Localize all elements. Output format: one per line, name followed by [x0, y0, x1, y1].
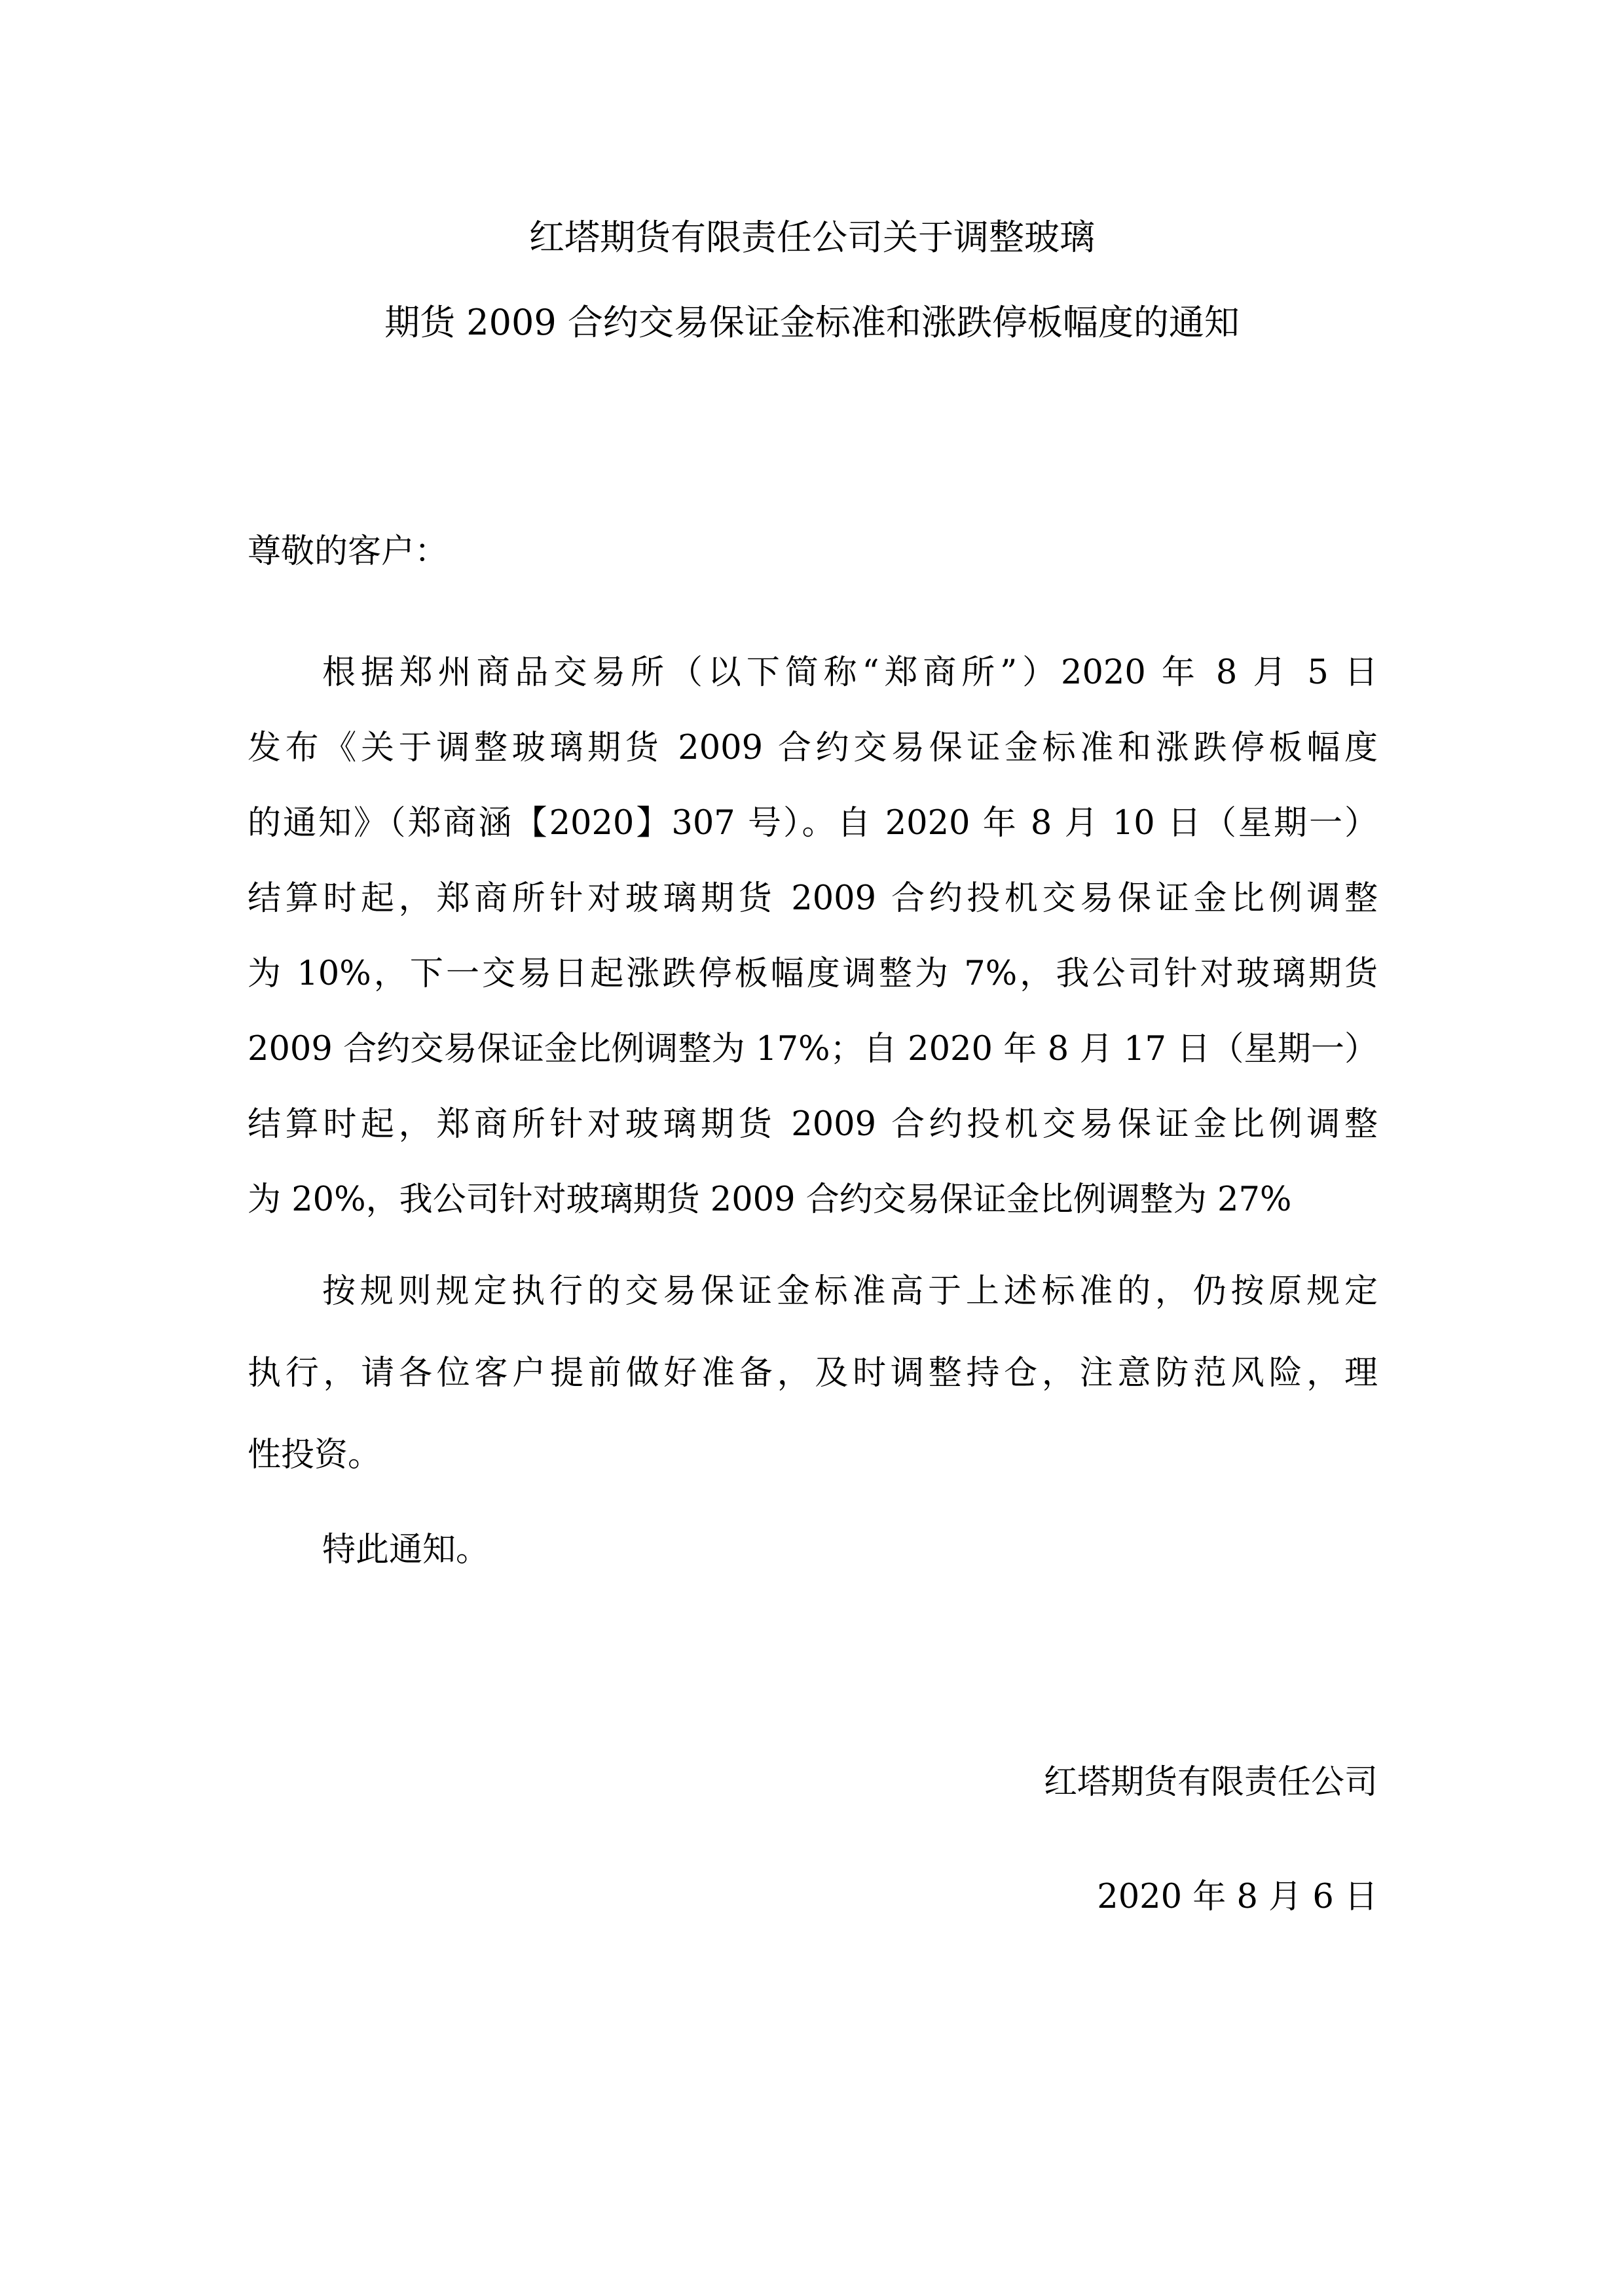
- paragraph1-line: 2009 合约交易保证金比例调整为 17%；自 2020 年 8 月 17 日（星期一）: [248, 1030, 1378, 1068]
- paragraph1-line: 为 20%，我公司针对玻璃期货 2009 合约交易保证金比例调整为 27%: [248, 1180, 1292, 1219]
- salutation: 尊敬的客户：: [248, 532, 449, 571]
- signature: 红塔期货有限责任公司: [1043, 1763, 1378, 1802]
- paragraph2-line: 执行，请各位客户提前做好准备，及时调整持仓，注意防范风险，理: [248, 1354, 1378, 1393]
- paragraph1-line: 为 10%，下一交易日起涨跌停板幅度调整为 7%，我公司针对玻璃期货: [248, 955, 1378, 993]
- paragraph2-line: 按规则规定执行的交易保证金标准高于上述标准的，仍按原规定: [322, 1272, 1378, 1311]
- paragraph1-line: 结算时起，郑商所针对玻璃期货 2009 合约投机交易保证金比例调整: [248, 879, 1378, 918]
- paragraph1-line: 发布《关于调整玻璃期货 2009 合约交易保证金标准和涨跌停板幅度: [248, 729, 1378, 767]
- paragraph2-line: 性投资。: [248, 1436, 382, 1474]
- paragraph1-line: 结算时起，郑商所针对玻璃期货 2009 合约投机交易保证金比例调整: [248, 1105, 1378, 1144]
- title-line-1: 红塔期货有限责任公司关于调整玻璃: [529, 217, 1095, 258]
- paragraph1-line: 的通知》（郑商涵【2020】307 号）。自 2020 年 8 月 10 日（星期一）: [248, 804, 1378, 843]
- closing-text: 特此通知。: [322, 1531, 490, 1569]
- date: 2020 年 8 月 6 日: [1097, 1878, 1378, 1916]
- paragraph1-line: 根据郑州商品交易所（以下简称“郑商所”）2020 年 8 月 5 日: [322, 653, 1378, 692]
- title-line-2: 期货 2009 合约交易保证金标准和涨跌停板幅度的通知: [384, 302, 1240, 343]
